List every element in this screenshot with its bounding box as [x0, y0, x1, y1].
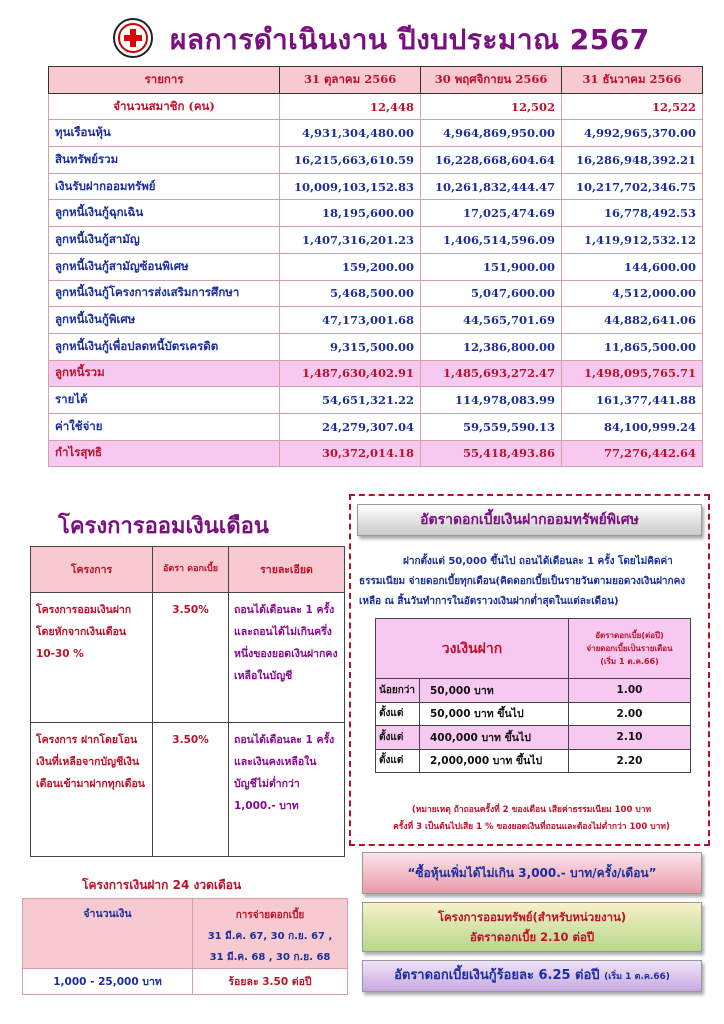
tier-rate: 1.00 — [569, 679, 691, 703]
value-cell: 12,502 — [421, 93, 562, 120]
row-label: ค่าใช้จ่าย — [49, 413, 280, 440]
rate-header-line: อัตราดอกเบี้ย(ต่อปี) — [595, 631, 664, 640]
page-title: ผลการดำเนินงาน ปีงบประมาณ 2567 — [170, 23, 650, 56]
table-row — [49, 307, 703, 334]
column-header — [569, 619, 691, 679]
tier-amount: 400,000 บาท ขึ้นไป — [420, 726, 569, 750]
row-label: ลูกหนี้เงินกู้เพื่อปลดหนี้บัตรเครดิต — [49, 333, 280, 360]
table-row — [49, 147, 703, 174]
table-header-row — [31, 547, 345, 593]
value-cell: 18,195,600.00 — [280, 200, 421, 227]
tier-row — [376, 726, 691, 750]
table-row — [23, 969, 348, 995]
table-row — [49, 360, 703, 387]
row-label: เงินรับฝากออมทรัพย์ — [49, 173, 280, 200]
tier-amount: 50,000 บาท — [420, 679, 569, 703]
value-cell: 1,419,912,532.12 — [562, 227, 703, 254]
tier-prefix: ตั้งแต่ — [376, 702, 420, 726]
row-label: ลูกหนี้รวม — [49, 360, 280, 387]
loan-rate-text: อัตราดอกเบี้ยเงินกู้ร้อยละ 6.25 ต่อปี — [394, 968, 600, 983]
tier-row — [376, 749, 691, 773]
value-cell: 4,512,000.00 — [562, 280, 703, 307]
tier-row — [376, 702, 691, 726]
value-cell: 77,276,442.64 — [562, 440, 703, 467]
tier-row — [376, 679, 691, 703]
table-header-row — [49, 67, 703, 94]
detail-cell: ถอนได้เดือนละ 1 ครั้ง และเงินคงเหลือในบัญชีไม่ต่ำกว่า 1,000.- บาท — [229, 723, 345, 857]
value-cell: 16,215,663,610.59 — [280, 147, 421, 174]
rate-cell: ร้อยละ 3.50 ต่อปี — [193, 969, 348, 995]
value-cell: 11,865,500.00 — [562, 333, 703, 360]
row-label: สินทรัพย์รวม — [49, 147, 280, 174]
table-row — [49, 387, 703, 414]
table-row — [49, 253, 703, 280]
column-header: รายการ — [49, 67, 280, 94]
value-cell: 44,882,641.06 — [562, 307, 703, 334]
table-row — [49, 227, 703, 254]
tier-rate: 2.00 — [569, 702, 691, 726]
value-cell: 12,386,800.00 — [421, 333, 562, 360]
column-header: อัตรา ดอกเบี้ย — [153, 547, 229, 593]
row-label: ลูกหนี้เงินกู้สามัญ — [49, 227, 280, 254]
value-cell: 10,009,103,152.83 — [280, 173, 421, 200]
note-line: ครั้งที่ 3 เป็นต้นไปเสีย 1 % ของยอดเงินที่ถอนและต้องไม่ต่ำกว่า 100 บาท) — [393, 822, 670, 832]
value-cell: 5,047,600.00 — [421, 280, 562, 307]
value-cell: 12,522 — [562, 93, 703, 120]
value-cell: 59,559,590.13 — [421, 413, 562, 440]
value-cell: 1,487,630,402.91 — [280, 360, 421, 387]
special-savings-text: ฝากตั้งแต่ 50,000 ขึ้นไป ถอนได้เดือนละ 1 ครั้ง โดยไม่คิดค่าธรรมเนียม จ่ายดอกเบี้ยทุกเดือน(คิดดอกเบี้ยเป็นรายวันตามยอดวงเงินฝากคงเหลือ ณ สิ้นวันทำการในอัตราวงเงินฝากต่ำสุดในแต่ละเดือน) — [359, 556, 686, 607]
table-row — [49, 280, 703, 307]
value-cell: 4,964,869,950.00 — [421, 120, 562, 147]
detail-cell: ถอนได้เดือนละ 1 ครั้ง และถอนได้ไม่เกินครึ่งหนึ่งของยอดเงินฝากคงเหลือในบัญชี — [229, 593, 345, 723]
project-cell: โครงการ ฝากโดยโอนเงินที่เหลือจากบัญชีเงินเดือนเข้ามาฝากทุกเดือน — [31, 723, 153, 857]
rate-cell: 3.50% — [153, 723, 229, 857]
value-cell: 16,286,948,392.21 — [562, 147, 703, 174]
table-row — [49, 413, 703, 440]
table-row — [49, 173, 703, 200]
table-row — [31, 723, 345, 857]
tier-rate: 2.20 — [569, 749, 691, 773]
table-row — [49, 333, 703, 360]
special-savings-box — [349, 494, 710, 846]
column-header: 30 พฤศจิกายน 2566 — [421, 67, 562, 94]
value-cell: 16,778,492.53 — [562, 200, 703, 227]
shares-box: “ซื้อหุ้นเพิ่มได้ไม่เกิน 3,000.- บาท/ครั้ง/เดือน” — [362, 852, 702, 894]
table-row — [49, 93, 703, 120]
column-header: จำนวนเงิน — [23, 899, 193, 969]
value-cell: 10,217,702,346.75 — [562, 173, 703, 200]
value-cell: 1,407,316,201.23 — [280, 227, 421, 254]
table-row — [31, 593, 345, 723]
value-cell: 1,406,514,596.09 — [421, 227, 562, 254]
value-cell: 151,900.00 — [421, 253, 562, 280]
pay-dates-line: 31 มี.ค. 67, 30 ก.ย. 67 , — [207, 931, 333, 942]
value-cell: 10,261,832,444.47 — [421, 173, 562, 200]
value-cell: 114,978,083.99 — [421, 387, 562, 414]
tier-amount: 50,000 บาท ขึ้นไป — [420, 702, 569, 726]
tier-prefix: น้อยกว่า — [376, 679, 420, 703]
tier-table — [375, 618, 691, 773]
rate-header-line: จ่ายดอกเบี้ยเป็นรายเดือน — [586, 644, 673, 653]
row-label: ลูกหนี้เงินกู้โครงการส่งเสริมการศึกษา — [49, 280, 280, 307]
pay-header-label: การจ่ายดอกเบี้ย — [235, 910, 305, 921]
value-cell: 44,565,701.69 — [421, 307, 562, 334]
project-cell: โครงการออมเงินฝากโดยหักจากเงินเดือน 10-30 % — [31, 593, 153, 723]
deposit24-title: โครงการเงินฝาก 24 งวดเดือน — [82, 878, 242, 892]
value-cell: 84,100,999.24 — [562, 413, 703, 440]
rate-header-line: (เริ่ม 1 ต.ค.66) — [600, 657, 659, 666]
tier-prefix: ตั้งแต่ — [376, 749, 420, 773]
value-cell: 161,377,441.88 — [562, 387, 703, 414]
value-cell: 12,448 — [280, 93, 421, 120]
column-header: โครงการ — [31, 547, 153, 593]
table-header-row — [376, 619, 691, 679]
value-cell: 1,498,095,765.71 — [562, 360, 703, 387]
row-label: รายได้ — [49, 387, 280, 414]
tier-prefix: ตั้งแต่ — [376, 726, 420, 750]
special-savings-title: อัตราดอกเบี้ยเงินฝากออมทรัพย์พิเศษ — [357, 504, 702, 536]
value-cell: 4,931,304,480.00 — [280, 120, 421, 147]
loan-rate-box — [362, 960, 702, 992]
rate-cell: 3.50% — [153, 593, 229, 723]
column-header: วงเงินฝาก — [376, 619, 569, 679]
pay-dates-line: 31 มี.ค. 68 , 30 ก.ย. 68 — [209, 952, 331, 963]
value-cell: 144,600.00 — [562, 253, 703, 280]
row-label: ลูกหนี้เงินกู้สามัญซ้อนพิเศษ — [49, 253, 280, 280]
column-header: รายละเอียด — [229, 547, 345, 593]
value-cell: 159,200.00 — [280, 253, 421, 280]
value-cell: 30,372,014.18 — [280, 440, 421, 467]
performance-table — [48, 66, 703, 467]
tier-note — [359, 802, 704, 836]
row-label: ลูกหนี้เงินกู้ฉุกเฉิน — [49, 200, 280, 227]
savings-title: โครงการออมเงินเดือน — [58, 514, 269, 539]
row-label: กำไรสุทธิ — [49, 440, 280, 467]
savings-table — [30, 546, 345, 857]
org-savings-line: โครงการออมทรัพย์(สำหรับหน่วยงาน) — [437, 910, 627, 924]
value-cell: 55,418,493.86 — [421, 440, 562, 467]
note-line: (หมายเหตุ ถ้าถอนครั้งที่ 2 ของเดือน เสียค่าธรรมเนียม 100 บาท — [411, 805, 652, 815]
table-row — [49, 200, 703, 227]
row-label: จำนวนสมาชิก (คน) — [49, 93, 280, 120]
red-cross-logo-icon — [113, 18, 153, 58]
value-cell: 47,173,001.68 — [280, 307, 421, 334]
row-label: ลูกหนี้เงินกู้พิเศษ — [49, 307, 280, 334]
table-row — [49, 440, 703, 467]
column-header — [193, 899, 348, 969]
value-cell: 4,992,965,370.00 — [562, 120, 703, 147]
tier-amount: 2,000,000 บาท ขึ้นไป — [420, 749, 569, 773]
deposit24-table — [22, 898, 348, 995]
value-cell: 54,651,321.22 — [280, 387, 421, 414]
table-row — [49, 120, 703, 147]
amount-cell: 1,000 - 25,000 บาท — [23, 969, 193, 995]
column-header: 31 ธันวาคม 2566 — [562, 67, 703, 94]
org-savings-rate: อัตราดอกเบี้ย 2.10 ต่อปี — [469, 930, 595, 944]
value-cell: 16,228,668,604.64 — [421, 147, 562, 174]
loan-rate-note: (เริ่ม 1 ต.ค.66) — [604, 972, 670, 982]
value-cell: 17,025,474.69 — [421, 200, 562, 227]
header — [0, 6, 724, 58]
table-header-row — [23, 899, 348, 969]
column-header: 31 ตุลาคม 2566 — [280, 67, 421, 94]
row-label: ทุนเรือนหุ้น — [49, 120, 280, 147]
value-cell: 24,279,307.04 — [280, 413, 421, 440]
value-cell: 1,485,693,272.47 — [421, 360, 562, 387]
value-cell: 9,315,500.00 — [280, 333, 421, 360]
value-cell: 5,468,500.00 — [280, 280, 421, 307]
org-savings-box — [362, 902, 702, 952]
tier-rate: 2.10 — [569, 726, 691, 750]
